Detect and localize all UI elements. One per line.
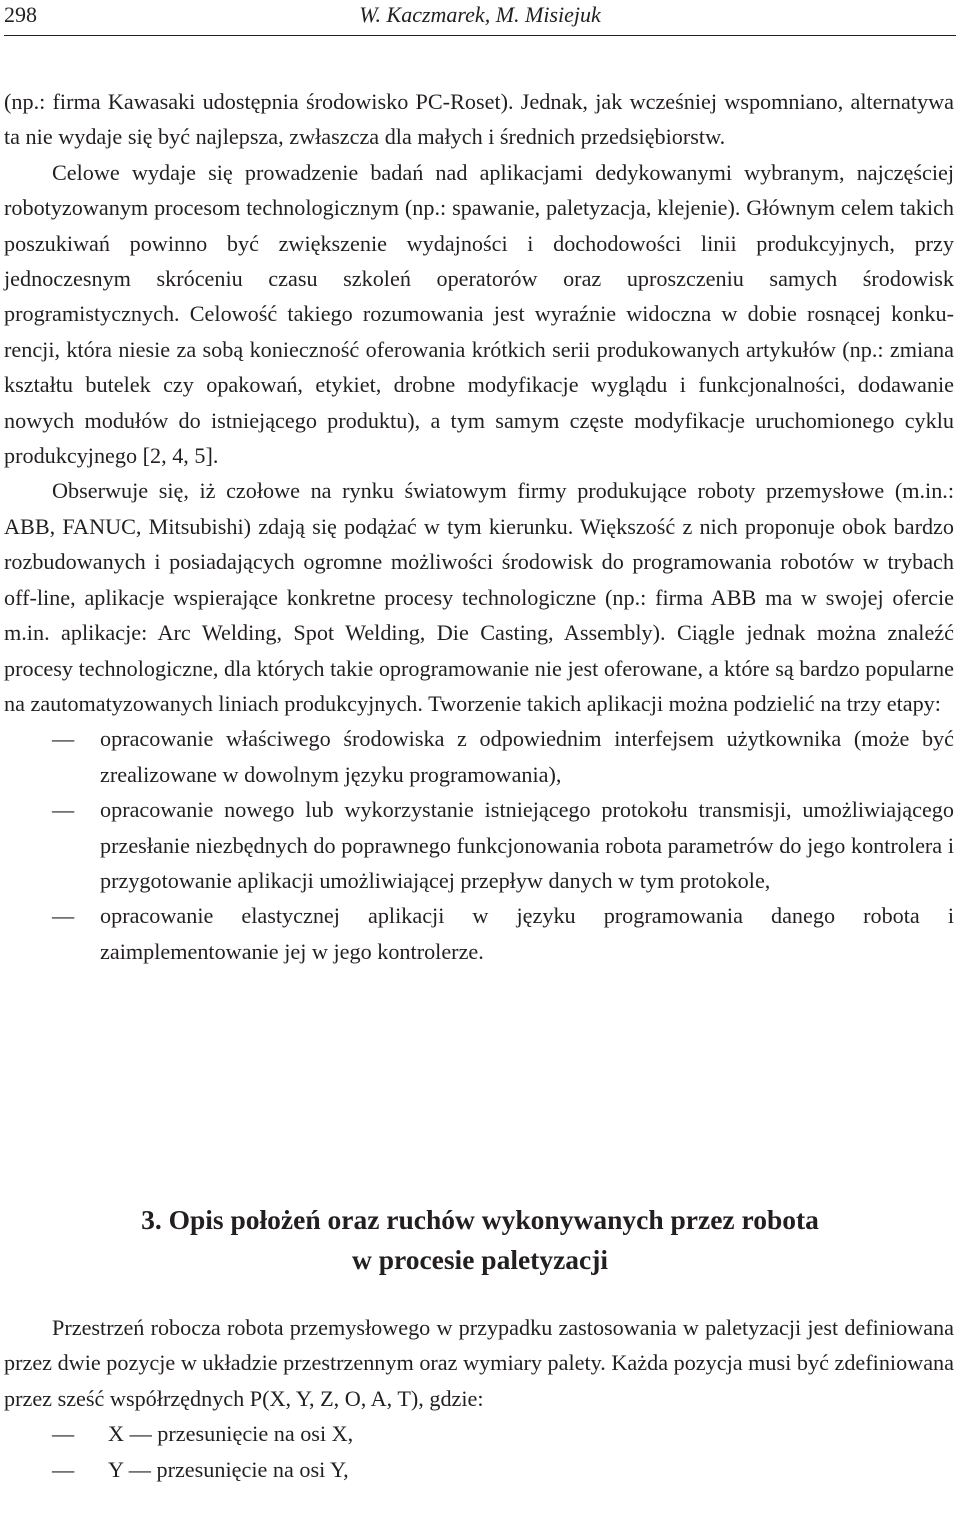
body-text (4, 84, 954, 969)
page-number: 298 (4, 2, 37, 27)
section-body-text (4, 1310, 954, 1487)
running-authors: W. Kaczmarek, M. Misiejuk (359, 2, 601, 27)
paragraph: Celowe wydaje się prowadzenie badań nad aplikacjami dedykowanymi wybranym, najczęściej robotyzowanym procesom technologicznym (np.: spawanie, paletyzacja, klejenie). Głównym celem takich poszukiwań powinno być zwiększenie wydajności i dochodowości linii produkcyjnych, przy jednoczesnym skróceniu czasu szkoleń operatorów oraz uproszczeniu samych środowisk programistycznych. Celowość takiego rozumowania jest wyraźnie widoczna w dobie rosnącej konkurencji, która niesie za sobą konieczność oferowania krótkich serii produkowanych artykułów (np.: zmiana kształtu butelek czy opakowań, etykiet, drobne modyfikacje wyglądu i funkcjonalności, dodawanie nowych modułów do istniejącego produktu), a tym samym częste modyfikacje uruchomionego cyklu produkcyjnego [2, 4, 5]. (4, 159, 954, 469)
list-item-text: X — przesunięcie na osi X, (108, 1421, 354, 1447)
list-item-text: Y — przesunięcie na osi Y, (108, 1456, 349, 1482)
list-item-text: opracowanie elastycznej aplikacji w języku programowania danego robota i zaimplementowanie jej w jego kontrolerze. (100, 903, 954, 964)
list-item (4, 1452, 954, 1487)
stages-list (4, 721, 954, 969)
dash-bullet: — (52, 1456, 75, 1482)
section-heading (0, 1200, 960, 1280)
dash-bullet: — (52, 903, 75, 929)
header-rule (4, 35, 956, 36)
dash-bullet: — (52, 797, 75, 823)
dash-bullet: — (52, 1421, 75, 1447)
running-header (4, 0, 956, 34)
list-item-text: opracowanie właściwego środowiska z odpowiednim interfejsem użytkownika (może być zrealizowane w dowolnym języku programowania), (100, 726, 954, 787)
list-item (4, 721, 954, 792)
paragraph: (np.: firma Kawasaki udostępnia środowisko PC-Roset). Jednak, jak wcześniej wspomniano, alternatywa ta nie wydaje się być najlepsza, zwłaszcza dla małych i średnich przedsiębiorstw. (4, 89, 954, 150)
paragraph: Przestrzeń robocza robota przemysłowego w przypadku zastosowania w paletyzacji jest definiowana przez dwie pozycje w układzie przestrzennym oraz wymiary palety. Każda pozycja musi być zdefiniowana przez sześć współrzędnych P(X, Y, Z, O, A, T), gdzie: (4, 1315, 954, 1411)
list-item-text: opracowanie nowego lub wykorzystanie istniejącego protokołu transmisji, umożliwiającego przesłanie niezbędnych do poprawnego funkcjonowania robota parametrów do jego kontrolera i przygotowanie aplikacji umożliwiającej przepływ danych w tym protokole, (100, 797, 954, 893)
list-item (4, 1416, 954, 1451)
paragraph: Obserwuje się, iż czołowe na rynku światowym firmy produkujące roboty przemysłowe (m.in.: ABB, FANUC, Mitsubishi) zdają się podążać w tym kierunku. Większość z nich proponuje obok bardzo rozbudowanych i posiadających ogromne możliwości środowisk do programowania robotów w trybach off-line, aplikacje wspierające konkretne procesy technologiczne (np.: firma ABB ma w swojej ofercie m.in. aplikacje: Arc Welding, Spot Welding, Die Casting, Assembly). Ciągle jednak można znaleźć procesy technologiczne, dla których takie oprogramowanie nie jest oferowane, a które są bardzo popularne na zautomatyzowanych liniach produkcyjnych. Tworzenie takich aplikacji można podzielić na trzy etapy: (4, 478, 954, 716)
dash-bullet: — (52, 726, 75, 752)
section-heading-line: w procesie paletyzacji (351, 1244, 609, 1275)
coordinates-list (4, 1416, 954, 1487)
list-item (4, 792, 954, 898)
section-heading-line: 3. Opis położeń oraz ruchów wykonywanych przez robota (141, 1204, 819, 1235)
list-item (4, 898, 954, 969)
